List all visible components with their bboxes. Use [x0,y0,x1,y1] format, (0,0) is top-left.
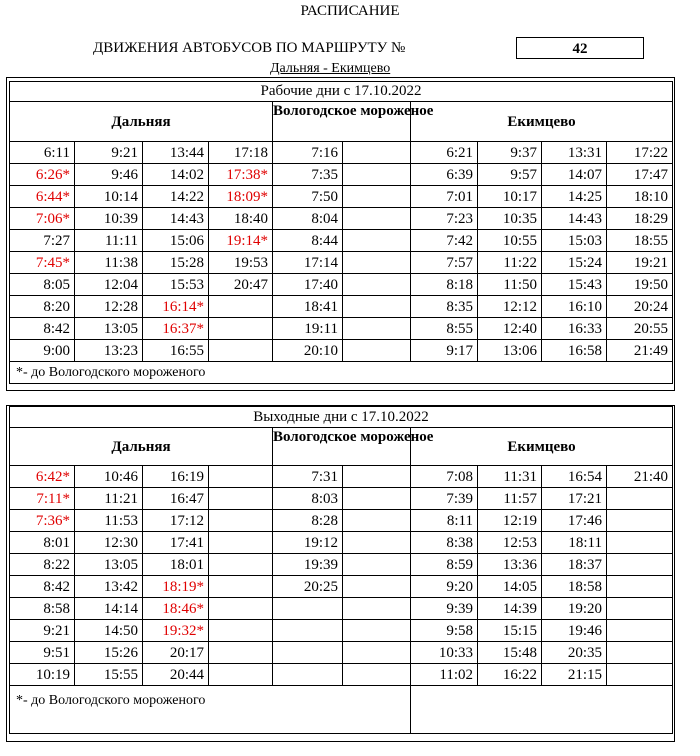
time-cell [273,664,343,686]
time-cell: 14:22 [143,186,209,208]
table-row [10,598,673,620]
time-cell: 16:22 [478,664,542,686]
table-row [10,208,673,230]
time-cell: 10:17 [478,186,542,208]
time-cell: 18:40 [209,208,273,230]
time-cell: 7:36* [10,510,75,532]
time-cell: 18:19* [143,576,209,598]
time-cell [607,576,673,598]
time-cell: 10:55 [478,230,542,252]
time-cell: 16:33 [542,318,607,340]
time-cell: 8:03 [273,488,343,510]
time-cell: 11:53 [75,510,143,532]
time-cell: 7:42 [411,230,478,252]
header-ekimtsevo: Екимцево [411,102,673,142]
time-cell: 8:44 [273,230,343,252]
time-cell: 13:05 [75,554,143,576]
time-cell: 7:08 [411,466,478,488]
time-cell: 7:45* [10,252,75,274]
time-cell: 8:28 [273,510,343,532]
time-cell: 18:37 [542,554,607,576]
table-row [10,532,673,554]
time-cell: 13:05 [75,318,143,340]
time-cell [607,488,673,510]
time-cell: 18:10 [607,186,673,208]
header-dalnaya: Дальняя [10,102,273,142]
table-row [10,642,673,664]
time-cell: 12:19 [478,510,542,532]
time-cell: 18:01 [143,554,209,576]
time-cell: 6:42* [10,466,75,488]
time-cell: 15:53 [143,274,209,296]
time-cell: 15:06 [143,230,209,252]
time-cell: 19:21 [607,252,673,274]
time-cell: 17:46 [542,510,607,532]
time-cell: 17:22 [607,142,673,164]
time-cell: 18:46* [143,598,209,620]
time-cell: 16:58 [542,340,607,362]
time-cell: 19:12 [273,532,343,554]
time-cell: 18:58 [542,576,607,598]
time-cell: 14:43 [143,208,209,230]
table-row [10,230,673,252]
time-cell: 19:39 [273,554,343,576]
time-cell [607,620,673,642]
table-row [10,664,673,686]
time-cell: 14:25 [542,186,607,208]
time-cell [343,164,411,186]
time-cell: 19:20 [542,598,607,620]
time-cell: 12:04 [75,274,143,296]
time-cell: 16:47 [143,488,209,510]
time-cell: 14:14 [75,598,143,620]
header-vologda: Вологодское мороженое [273,428,411,466]
time-cell: 19:11 [273,318,343,340]
table-row [10,466,673,488]
time-cell: 8:38 [411,532,478,554]
route-subtitle: ДВИЖЕНИЯ АВТОБУСОВ ПО МАРШРУТУ № [93,40,406,56]
time-cell [209,488,273,510]
time-cell: 17:41 [143,532,209,554]
time-cell: 16:10 [542,296,607,318]
time-cell: 17:40 [273,274,343,296]
time-cell: 14:02 [143,164,209,186]
time-cell: 16:19 [143,466,209,488]
time-cell [343,186,411,208]
table-row [10,318,673,340]
time-cell: 19:46 [542,620,607,642]
time-cell: 10:14 [75,186,143,208]
time-cell: 16:14* [143,296,209,318]
time-cell [343,296,411,318]
time-cell: 13:42 [75,576,143,598]
time-cell [343,598,411,620]
time-cell [343,318,411,340]
time-cell [343,532,411,554]
time-cell: 9:00 [10,340,75,362]
time-cell: 6:44* [10,186,75,208]
route-name: Дальняя - Екимцево [270,61,391,76]
time-cell: 9:58 [411,620,478,642]
time-cell: 12:53 [478,532,542,554]
time-cell: 13:44 [143,142,209,164]
time-cell [343,274,411,296]
time-cell [343,576,411,598]
time-cell: 15:03 [542,230,607,252]
time-cell: 13:06 [478,340,542,362]
time-cell: 15:15 [478,620,542,642]
time-cell: 18:55 [607,230,673,252]
time-cell [209,340,273,362]
time-cell: 20:17 [143,642,209,664]
time-cell: 7:01 [411,186,478,208]
time-cell [607,532,673,554]
time-cell [343,230,411,252]
time-cell: 18:29 [607,208,673,230]
time-cell: 19:14* [209,230,273,252]
time-cell [607,554,673,576]
time-cell: 12:30 [75,532,143,554]
time-cell [273,620,343,642]
table-row [10,576,673,598]
table-row [10,274,673,296]
time-cell [343,466,411,488]
time-cell: 6:21 [411,142,478,164]
time-cell [209,554,273,576]
time-cell: 8:05 [10,274,75,296]
weekday-caption: Рабочие дни с 17.10.2022 [10,82,673,102]
time-cell: 6:11 [10,142,75,164]
time-cell: 13:23 [75,340,143,362]
empty-cell [411,686,673,734]
time-cell: 17:38* [209,164,273,186]
time-cell: 21:15 [542,664,607,686]
time-cell: 9:39 [411,598,478,620]
time-cell: 12:40 [478,318,542,340]
time-cell: 9:51 [10,642,75,664]
table-row [10,296,673,318]
time-cell [209,642,273,664]
time-cell: 10:46 [75,466,143,488]
time-cell: 20:24 [607,296,673,318]
time-cell: 7:16 [273,142,343,164]
time-cell: 11:31 [478,466,542,488]
time-cell: 15:43 [542,274,607,296]
time-cell [343,510,411,532]
time-cell: 7:06* [10,208,75,230]
time-cell: 9:17 [411,340,478,362]
time-cell: 11:02 [411,664,478,686]
time-cell [273,598,343,620]
time-cell: 15:48 [478,642,542,664]
document-title: РАСПИСАНИЕ [300,3,400,19]
time-cell: 7:23 [411,208,478,230]
time-cell: 20:10 [273,340,343,362]
time-cell: 9:46 [75,164,143,186]
time-cell: 17:14 [273,252,343,274]
time-cell: 10:35 [478,208,542,230]
time-cell: 7:31 [273,466,343,488]
time-cell [209,598,273,620]
weekend-caption: Выходные дни с 17.10.2022 [10,407,673,428]
time-cell: 11:50 [478,274,542,296]
time-cell [607,664,673,686]
time-cell: 15:24 [542,252,607,274]
time-cell [209,296,273,318]
time-cell [209,576,273,598]
time-cell: 13:31 [542,142,607,164]
time-cell: 10:19 [10,664,75,686]
time-cell: 17:18 [209,142,273,164]
table-row [10,252,673,274]
time-cell: 21:40 [607,466,673,488]
time-cell: 9:21 [75,142,143,164]
time-cell: 17:47 [607,164,673,186]
time-cell [343,554,411,576]
time-cell: 16:37* [143,318,209,340]
time-cell: 6:26* [10,164,75,186]
time-cell: 11:38 [75,252,143,274]
time-cell: 10:33 [411,642,478,664]
table-row [10,620,673,642]
time-cell: 11:21 [75,488,143,510]
time-cell: 8:11 [411,510,478,532]
table-row [10,142,673,164]
weekday-footnote: *- до Вологодского мороженого [10,362,673,384]
time-cell [607,598,673,620]
time-cell: 8:22 [10,554,75,576]
time-cell: 7:57 [411,252,478,274]
table-row [10,554,673,576]
time-cell: 15:55 [75,664,143,686]
time-cell: 18:09* [209,186,273,208]
time-cell [209,664,273,686]
time-cell [273,642,343,664]
time-cell: 7:11* [10,488,75,510]
time-cell: 7:35 [273,164,343,186]
time-cell [343,488,411,510]
time-cell: 8:42 [10,576,75,598]
time-cell: 19:53 [209,252,273,274]
header-ekimtsevo: Екимцево [411,428,673,466]
time-cell: 8:35 [411,296,478,318]
time-cell: 19:50 [607,274,673,296]
table-row [10,340,673,362]
time-cell: 14:43 [542,208,607,230]
time-cell: 8:58 [10,598,75,620]
time-cell: 16:54 [542,466,607,488]
time-cell: 7:27 [10,230,75,252]
time-cell: 9:21 [10,620,75,642]
time-cell: 13:36 [478,554,542,576]
time-cell: 8:18 [411,274,478,296]
time-cell: 8:04 [273,208,343,230]
time-cell: 20:47 [209,274,273,296]
time-cell [343,142,411,164]
time-cell: 8:01 [10,532,75,554]
route-number-box: 42 [516,37,644,59]
time-cell: 16:55 [143,340,209,362]
time-cell [607,642,673,664]
time-cell [343,340,411,362]
time-cell: 12:12 [478,296,542,318]
time-cell: 20:55 [607,318,673,340]
time-cell: 7:50 [273,186,343,208]
time-cell: 8:55 [411,318,478,340]
time-cell: 8:42 [10,318,75,340]
time-cell: 17:12 [143,510,209,532]
time-cell [209,510,273,532]
weekday-schedule-frame [6,77,675,391]
header-dalnaya: Дальняя [10,428,273,466]
time-cell: 20:44 [143,664,209,686]
time-cell: 9:20 [411,576,478,598]
weekend-schedule-table [9,406,673,734]
time-cell [209,318,273,340]
time-cell: 14:05 [478,576,542,598]
time-cell: 14:07 [542,164,607,186]
table-row [10,488,673,510]
time-cell: 12:28 [75,296,143,318]
time-cell [209,532,273,554]
time-cell: 11:11 [75,230,143,252]
time-cell [343,642,411,664]
time-cell: 11:57 [478,488,542,510]
time-cell: 19:32* [143,620,209,642]
header-vologda: Вологодское мороженое [273,102,411,142]
weekend-footnote: *- до Вологодского мороженого [10,686,411,734]
time-cell [209,620,273,642]
weekend-schedule-frame [6,405,675,742]
weekday-schedule-table [9,81,673,384]
time-cell: 6:39 [411,164,478,186]
time-cell [343,252,411,274]
time-cell: 11:22 [478,252,542,274]
time-cell [209,466,273,488]
time-cell: 8:20 [10,296,75,318]
time-cell [343,620,411,642]
time-cell: 20:25 [273,576,343,598]
time-cell: 15:28 [143,252,209,274]
time-cell: 18:41 [273,296,343,318]
time-cell: 7:39 [411,488,478,510]
time-cell: 14:39 [478,598,542,620]
time-cell: 10:39 [75,208,143,230]
time-cell [343,208,411,230]
time-cell: 18:11 [542,532,607,554]
time-cell [343,664,411,686]
time-cell [607,510,673,532]
table-row [10,164,673,186]
time-cell: 9:57 [478,164,542,186]
time-cell: 21:49 [607,340,673,362]
time-cell: 15:26 [75,642,143,664]
time-cell: 17:21 [542,488,607,510]
table-row [10,186,673,208]
table-row [10,510,673,532]
time-cell: 14:50 [75,620,143,642]
time-cell: 9:37 [478,142,542,164]
time-cell: 8:59 [411,554,478,576]
time-cell: 20:35 [542,642,607,664]
